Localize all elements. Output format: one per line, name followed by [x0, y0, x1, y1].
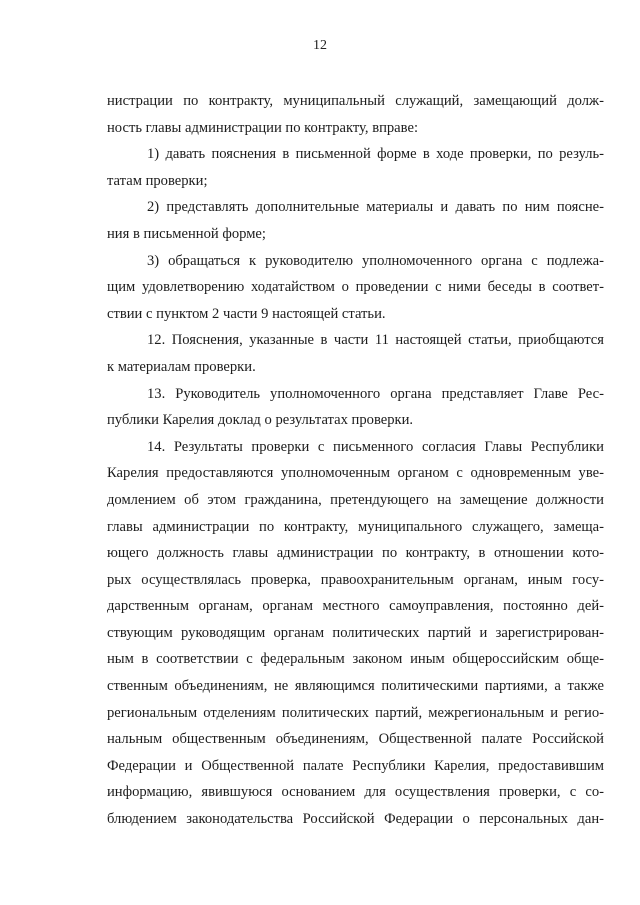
text-line: Карелия предоставляются уполномоченным органом с одновременным уве- [107, 465, 604, 482]
text-line: рых осуществлялась проверка, правоохранительным органам, иным госу- [107, 571, 604, 588]
text-line: щим удовлетворению ходатайством о проведении с ними беседы в соответ- [107, 279, 604, 296]
text-line: 12. Пояснения, указанные в части 11 настоящей статьи, приобщаются [147, 332, 604, 349]
text-line: 1) давать пояснения в письменной форме в ходе проверки, по резуль- [147, 146, 604, 163]
text-line: 3) обращаться к руководителю уполномоченного органа с подлежа- [147, 252, 604, 269]
text-line: дарственным органам, органам местного самоуправления, постоянно дей- [107, 598, 604, 615]
text-line: главы администрации по контракту, муниципального служащего, замеща- [107, 518, 604, 535]
text-line: 13. Руководитель уполномоченного органа представляет Главе Рес- [147, 385, 604, 402]
text-line: домлением об этом гражданина, претендующего на замещение должности [107, 491, 604, 508]
text-line: ствующим руководящим органам политических партий и зарегистрирован- [107, 624, 604, 641]
text-line: нальным общественным объединениям, Общественной палате Российской [107, 731, 604, 748]
text-line: 14. Результаты проверки с письменного согласия Главы Республики [147, 438, 604, 455]
text-line: блюдением законодательства Российской Федерации о персональных дан- [107, 811, 604, 828]
text-line: ствии с пунктом 2 части 9 настоящей статьи. [107, 305, 386, 322]
text-line: татам проверки; [107, 172, 208, 189]
text-line: ственным объединениям, не являющимся политическими партиями, а также [107, 678, 604, 695]
text-line: публики Карелия доклад о результатах проверки. [107, 412, 414, 429]
text-line: ющего должность главы администрации по контракту, в отношении кото- [107, 545, 604, 562]
text-line: ность главы администрации по контракту, вправе: [107, 119, 418, 136]
document-body [107, 88, 604, 833]
text-line: информацию, явившуюся основанием для осуществления проверки, с со- [107, 784, 604, 801]
page-number: 12 [313, 38, 327, 53]
text-line: региональным отделениям политических партий, межрегиональным и регио- [107, 704, 604, 721]
text-line: 2) представлять дополнительные материалы и давать по ним поясне- [147, 199, 604, 216]
text-line: к материалам проверки. [107, 358, 256, 375]
text-line: нистрации по контракту, муниципальный служащий, замещающий долж- [107, 93, 604, 109]
text-line: Федерации и Общественной палате Республики Карелия, предоставившим [107, 757, 604, 774]
text-line: ным в соответствии с федеральным законом иным общероссийским обще- [107, 651, 604, 668]
text-line: ния в письменной форме; [107, 225, 266, 242]
